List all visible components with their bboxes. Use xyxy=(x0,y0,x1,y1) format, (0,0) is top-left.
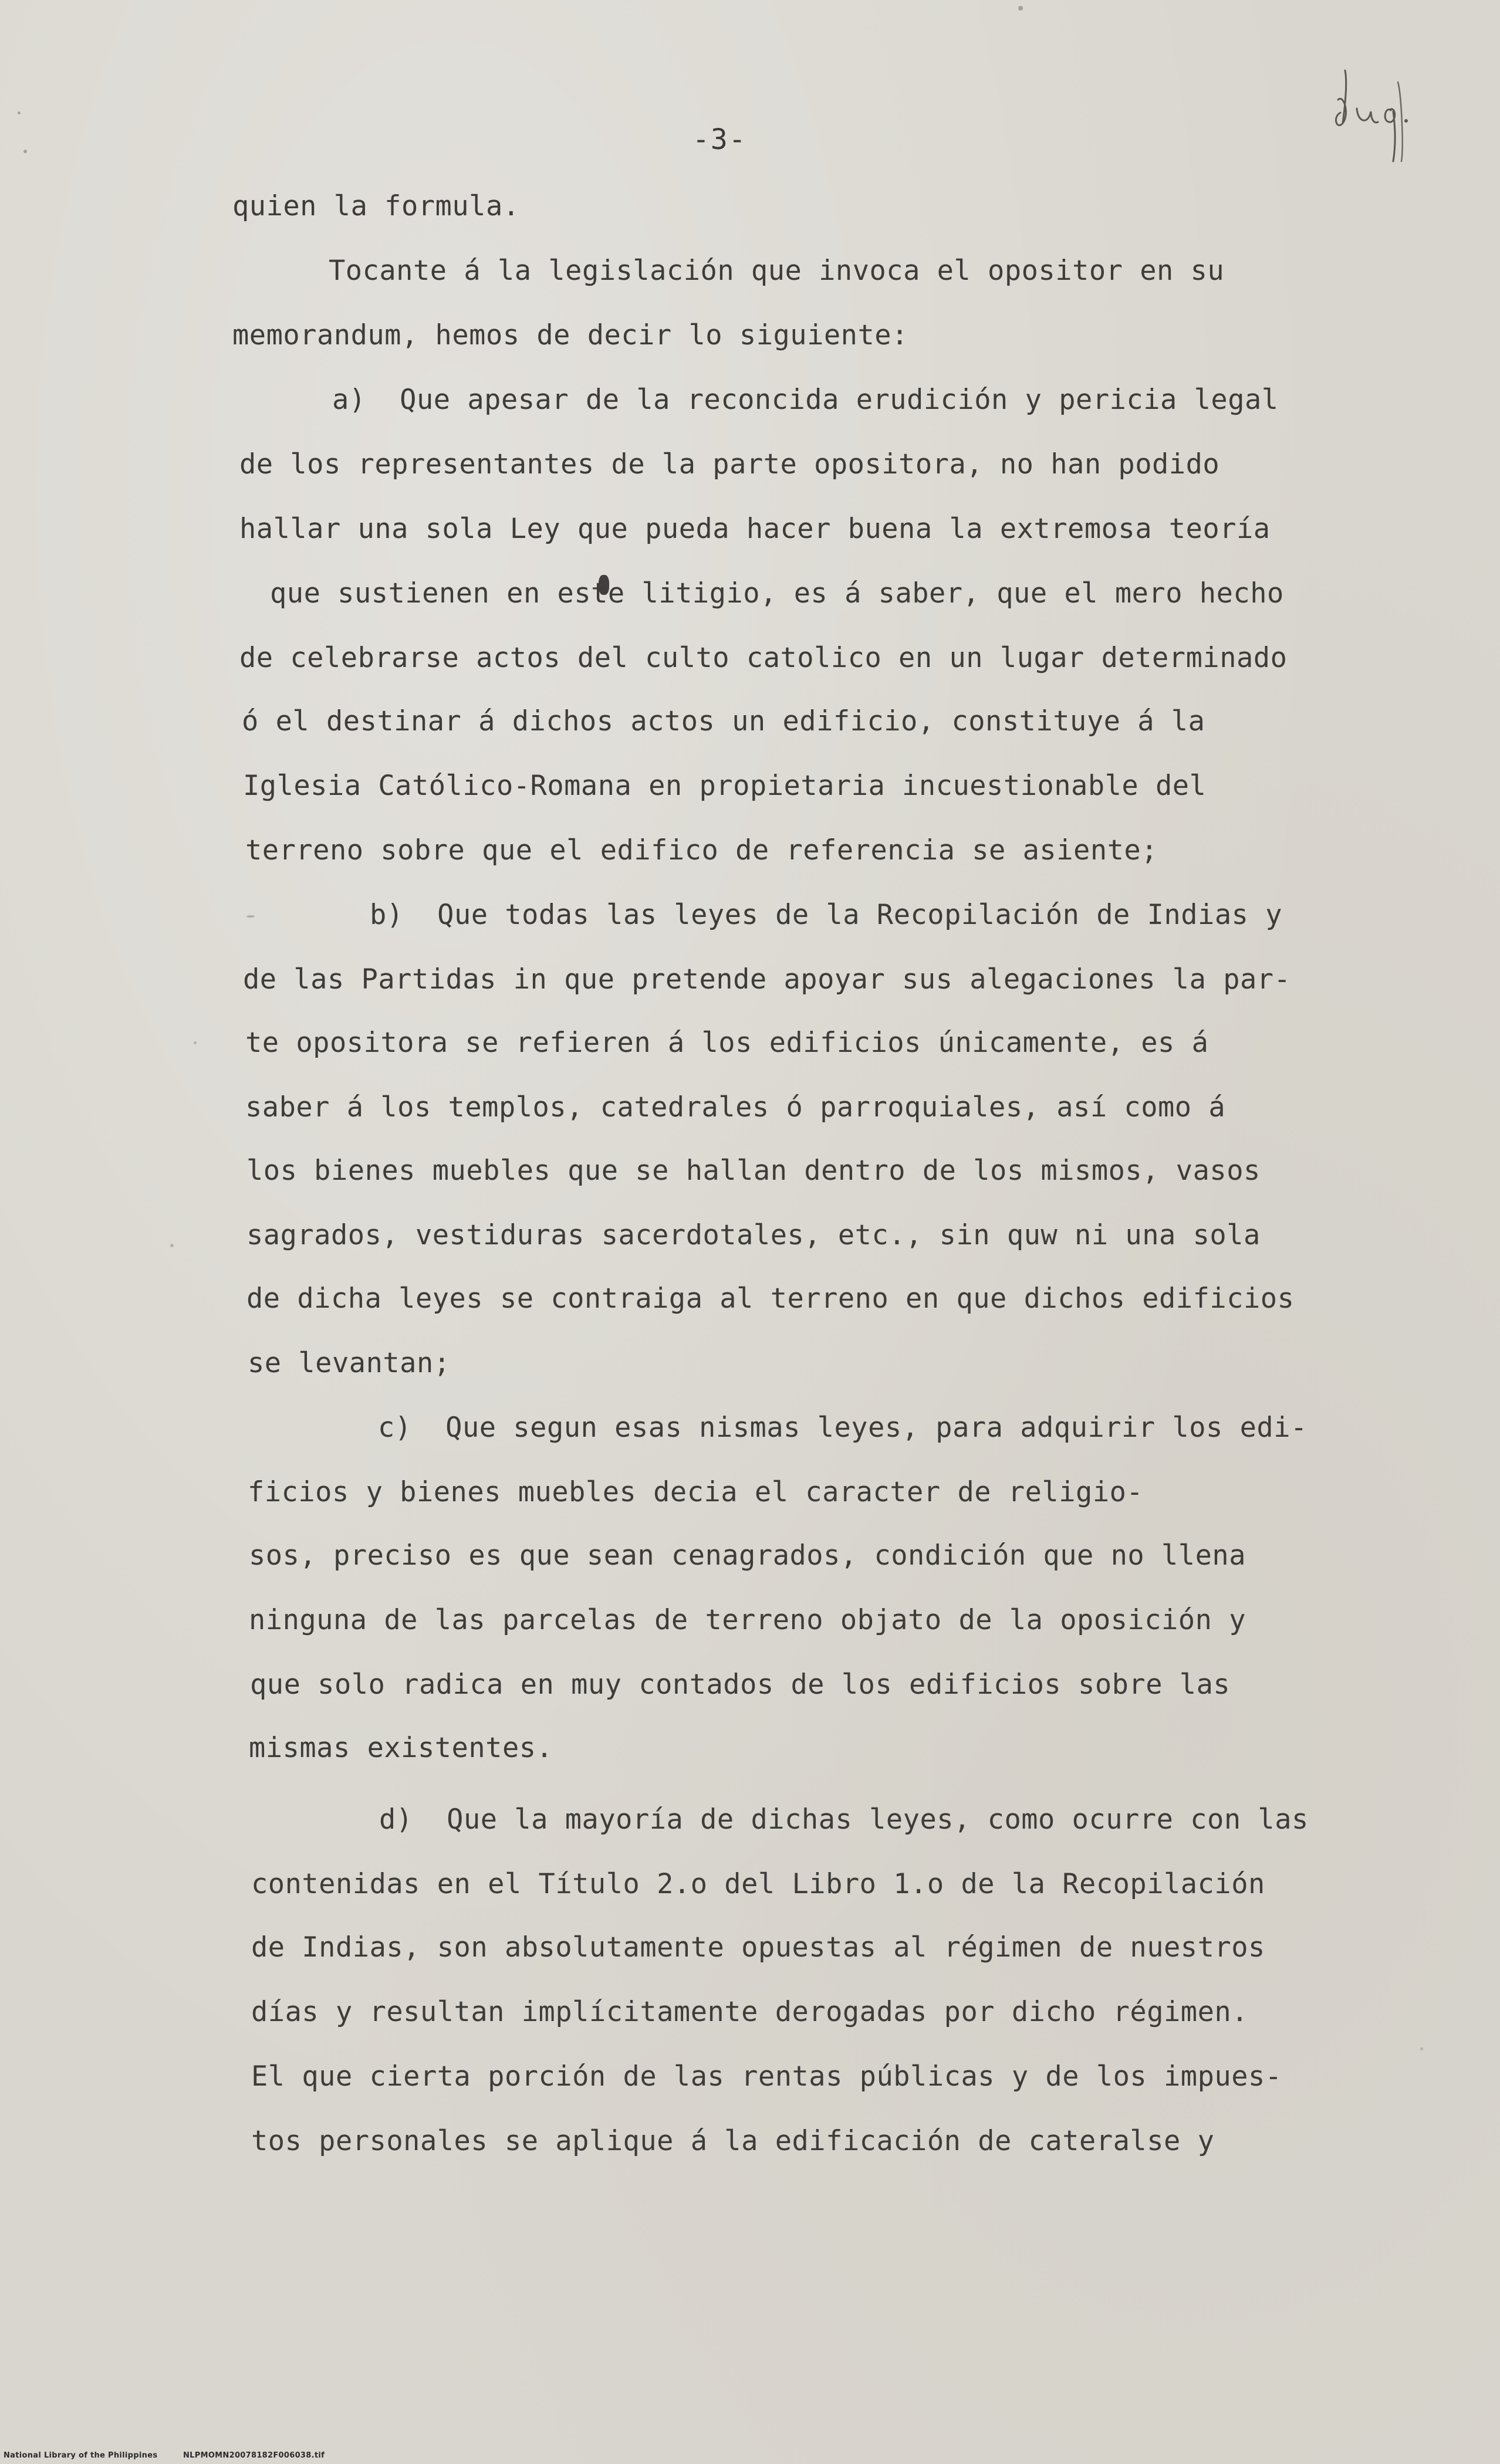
text-line: a) Que apesar de la reconcida erudición y pericia legal xyxy=(332,384,1279,416)
footer-filename: NLPMOMN20078182F006038.tif xyxy=(183,2451,325,2460)
text-line: contenidas en el Título 2.o del Libro 1.o de la Recopilación xyxy=(251,1868,1265,1900)
text-line: de celebrarse actos del culto catolico en un lugar determinado xyxy=(239,642,1288,674)
text-line: tos personales se aplique á la edificación de cateralse y xyxy=(251,2125,1215,2157)
text-line: los bienes muebles que se hallan dentro de los mismos, vasos xyxy=(246,1155,1261,1187)
text-line: ninguna de las parcelas de terreno objato de la oposición y xyxy=(249,1604,1246,1636)
text-line: Iglesia Católico-Romana en propietaria incuestionable del xyxy=(243,770,1207,802)
text-line: quien la formula. xyxy=(232,190,520,222)
text-line: b) Que todas las leyes de la Recopilación de Indias y xyxy=(370,899,1283,931)
text-line: terreno sobre que el edifico de referencia se asiente; xyxy=(245,834,1158,867)
text-line: El que cierta porción de las rentas públicas y de los impues- xyxy=(251,2060,1282,2093)
text-line: días y resultan implícitamente derogadas por dicho régimen. xyxy=(251,1996,1248,2028)
text-line: hallar una sola Ley que pueda hacer buena la extremosa teoría xyxy=(239,513,1271,545)
footer-source: National Library of the Philippines xyxy=(4,2451,158,2460)
text-line: de las Partidas in que pretende apoyar sus alegaciones la par- xyxy=(243,963,1291,996)
page-number: -3- xyxy=(692,123,747,156)
text-line: sos, preciso es que sean cenagrados, condición que no llena xyxy=(249,1539,1246,1572)
text-line: que sustienen en este litigio, es á saber, que el mero hecho xyxy=(270,577,1284,610)
text-line: de dicha leyes se contraiga al terreno en que dichos edificios xyxy=(246,1282,1295,1315)
text-line: de los representantes de la parte opositora, no han podido xyxy=(239,448,1220,480)
text-line: ficios y bienes muebles decia el caracter de religio- xyxy=(248,1476,1144,1508)
text-line: te opositora se refieren á los edificios únicamente, es á xyxy=(245,1027,1209,1059)
text-line: d) Que la mayoría de dichas leyes, como ocurre con las xyxy=(379,1803,1309,1836)
text-line: que solo radica en muy contados de los edificios sobre las xyxy=(250,1668,1231,1701)
text-line: de Indias, son absolutamente opuestas al régimen de nuestros xyxy=(251,1931,1265,1964)
text-line: ó el destinar á dichos actos un edificio, constituye á la xyxy=(242,705,1205,737)
text-line: se levantan; xyxy=(248,1347,451,1379)
text-line: mismas existentes. xyxy=(249,1732,553,1764)
text-line: saber á los templos, catedrales ó parroquiales, así como á xyxy=(245,1091,1226,1123)
text-line: memorandum, hemos de decir lo siguiente: xyxy=(232,319,908,351)
text-line: c) Que segun esas nismas leyes, para adquirir los edi- xyxy=(378,1412,1308,1444)
text-line: sagrados, vestiduras sacerdotales, etc., sin quw ni una sola xyxy=(246,1219,1261,1251)
text-line: Tocante á la legislación que invoca el opositor en su xyxy=(329,255,1225,287)
